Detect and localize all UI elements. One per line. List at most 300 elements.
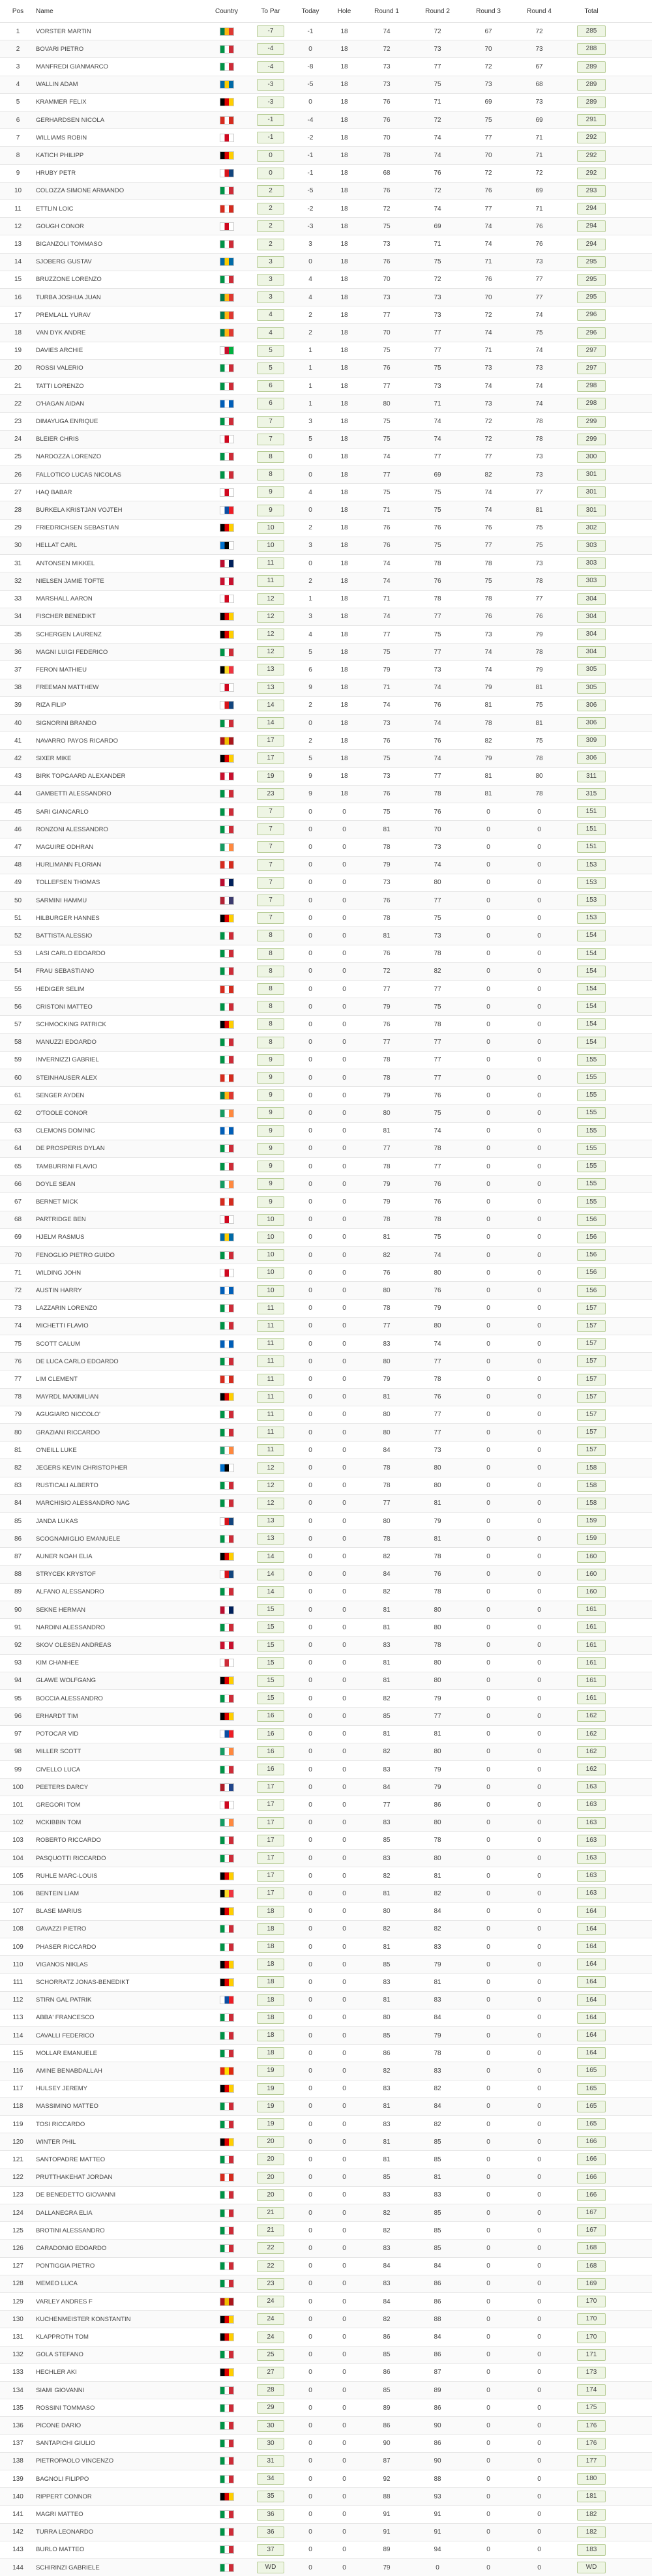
table-row[interactable] — [0, 1069, 652, 1086]
row-name[interactable]: HULSEY JEREMY — [36, 2085, 88, 2093]
row-name[interactable]: PEETERS DARCY — [36, 1783, 89, 1791]
row-name[interactable]: PREMLALL YURAV — [36, 311, 91, 319]
row-name[interactable]: GOLA STEFANO — [36, 2351, 83, 2359]
table-row[interactable] — [0, 57, 652, 75]
table-row[interactable] — [0, 200, 652, 217]
row-name[interactable]: SIXER MIKE — [36, 754, 72, 762]
row-name[interactable]: BURLO MATTEO — [36, 2546, 85, 2554]
row-name[interactable]: BIRK TOPGAARD ALEXANDER — [36, 773, 126, 780]
row-name[interactable]: SCHMOCKING PATRICK — [36, 1020, 106, 1028]
table-row[interactable] — [0, 1760, 652, 1778]
table-row[interactable] — [0, 377, 652, 394]
row-name[interactable]: O'NEILL LUKE — [36, 1446, 77, 1454]
row-name[interactable]: SEKNE HERMAN — [36, 1606, 86, 1614]
row-name[interactable]: BERNET MICK — [36, 1198, 78, 1206]
table-row[interactable] — [0, 2523, 652, 2541]
table-row[interactable] — [0, 1317, 652, 1335]
row-name[interactable]: SIAMI GIOVANNI — [36, 2386, 85, 2394]
table-row[interactable] — [0, 1264, 652, 1281]
row-name[interactable]: GAVAZZI PIETRO — [36, 1925, 87, 1933]
row-name[interactable]: O'TOOLE CONOR — [36, 1109, 88, 1117]
table-row[interactable] — [0, 1122, 652, 1140]
row-name[interactable]: PHASER RICCARDO — [36, 1943, 96, 1951]
row-name[interactable]: BROTINI ALESSANDRO — [36, 2227, 105, 2234]
row-name[interactable]: WILLIAMS ROBIN — [36, 134, 87, 141]
table-row[interactable] — [0, 625, 652, 643]
table-row[interactable] — [0, 874, 652, 891]
table-row[interactable] — [0, 1689, 652, 1707]
header-round2[interactable]: Round 2 — [425, 7, 450, 15]
table-row[interactable] — [0, 342, 652, 359]
row-name[interactable]: BATTISTA ALESSIO — [36, 932, 93, 940]
row-name[interactable]: GREGORI TOM — [36, 1801, 81, 1809]
header-pos[interactable]: Pos — [12, 7, 24, 15]
row-name[interactable]: SARMINI HAMMU — [36, 896, 87, 904]
row-name[interactable]: NAVARRO PAYOS RICARDO — [36, 737, 118, 745]
row-name[interactable]: HELLAT CARL — [36, 542, 78, 550]
row-name[interactable]: HECHLER AKI — [36, 2369, 77, 2376]
row-name[interactable]: ABBA' FRANCESCO — [36, 2014, 95, 2022]
table-row[interactable] — [0, 466, 652, 483]
table-row[interactable] — [0, 430, 652, 448]
table-row[interactable] — [0, 1458, 652, 1476]
table-row[interactable] — [0, 1920, 652, 1938]
row-name[interactable]: DE LUCA CARLO EDOARDO — [36, 1357, 119, 1365]
row-name[interactable]: JANDA LUKAS — [36, 1517, 78, 1525]
row-name[interactable]: MAGUIRE ODHRAN — [36, 843, 94, 851]
table-row[interactable] — [0, 1849, 652, 1867]
table-row[interactable] — [0, 803, 652, 820]
table-row[interactable] — [0, 2470, 652, 2487]
row-name[interactable]: FENOGLIO PIETRO GUIDO — [36, 1251, 115, 1259]
row-name[interactable]: GLAWE WOLFGANG — [36, 1677, 96, 1685]
table-row[interactable] — [0, 1352, 652, 1370]
table-row[interactable] — [0, 2133, 652, 2150]
row-name[interactable]: NARDINI ALESSANDRO — [36, 1623, 106, 1631]
table-row[interactable] — [0, 1299, 652, 1317]
table-row[interactable] — [0, 1902, 652, 1920]
table-row[interactable] — [0, 1743, 652, 1760]
row-name[interactable]: RIZA FILIP — [36, 702, 67, 709]
table-row[interactable] — [0, 1015, 652, 1033]
row-name[interactable]: AGUGIARO NICCOLO' — [36, 1411, 100, 1419]
row-name[interactable]: LASI CARLO EDOARDO — [36, 950, 106, 958]
table-row[interactable] — [0, 1973, 652, 1991]
table-row[interactable] — [0, 2150, 652, 2168]
table-row[interactable] — [0, 1157, 652, 1175]
table-row[interactable] — [0, 2416, 652, 2434]
table-row[interactable] — [0, 590, 652, 608]
table-row[interactable] — [0, 962, 652, 980]
row-name[interactable]: AUNER NOAH ELIA — [36, 1553, 93, 1561]
row-name[interactable]: VIGANOS NIKLAS — [36, 1961, 88, 1968]
table-row[interactable] — [0, 2239, 652, 2257]
row-name[interactable]: MAGRI MATTEO — [36, 2511, 83, 2519]
table-row[interactable] — [0, 2558, 652, 2576]
row-name[interactable]: MASSIMINO MATTEO — [36, 2103, 98, 2110]
row-name[interactable]: ERHARDT TIM — [36, 1712, 78, 1720]
row-name[interactable]: SJOBERG GUSTAV — [36, 258, 92, 266]
table-row[interactable] — [0, 76, 652, 93]
table-row[interactable] — [0, 1601, 652, 1618]
row-name[interactable]: AMINE BENABDALLAH — [36, 2067, 102, 2075]
row-name[interactable]: KRAMMER FELIX — [36, 98, 87, 106]
row-name[interactable]: HURLIMANN FLORIAN — [36, 861, 102, 869]
table-row[interactable] — [0, 2062, 652, 2079]
table-row[interactable] — [0, 2328, 652, 2345]
table-row[interactable] — [0, 714, 652, 732]
table-row[interactable] — [0, 537, 652, 554]
row-name[interactable]: TURBA JOSHUA JUAN — [36, 293, 101, 301]
row-name[interactable]: MAGNI LUIGI FEDERICO — [36, 648, 108, 656]
table-row[interactable] — [0, 2097, 652, 2115]
row-name[interactable]: STIRN GAL PATRIK — [36, 1996, 92, 2004]
header-round4[interactable]: Round 4 — [527, 7, 552, 15]
table-row[interactable] — [0, 253, 652, 271]
row-name[interactable]: RIPPERT CONNOR — [36, 2493, 92, 2500]
row-name[interactable]: PRUTTHAKEHAT JORDAN — [36, 2174, 113, 2182]
table-row[interactable] — [0, 1441, 652, 1458]
table-row[interactable] — [0, 2275, 652, 2292]
row-name[interactable]: CAVALLI FEDERICO — [36, 2032, 95, 2039]
row-name[interactable]: SCHORRATZ JONAS-BENEDIKT — [36, 1978, 130, 1986]
row-name[interactable]: STEINHAUSER ALEX — [36, 1074, 97, 1082]
table-row[interactable] — [0, 2541, 652, 2558]
table-row[interactable] — [0, 891, 652, 909]
table-row[interactable] — [0, 128, 652, 146]
table-row[interactable] — [0, 483, 652, 501]
table-row[interactable] — [0, 1991, 652, 2009]
row-name[interactable]: JEGERS KEVIN CHRISTOPHER — [36, 1464, 128, 1472]
table-row[interactable] — [0, 22, 652, 40]
row-name[interactable]: DE BENEDETTO GIOVANNI — [36, 2191, 116, 2199]
table-row[interactable] — [0, 1565, 652, 1583]
table-row[interactable] — [0, 1778, 652, 1796]
table-row[interactable] — [0, 1104, 652, 1121]
table-row[interactable] — [0, 2381, 652, 2399]
row-name[interactable]: SARI GIANCARLO — [36, 808, 89, 816]
row-name[interactable]: BENTEIN LIAM — [36, 1889, 79, 1897]
row-name[interactable]: HAQ BABAR — [36, 488, 72, 496]
table-row[interactable] — [0, 608, 652, 625]
table-row[interactable] — [0, 217, 652, 235]
table-row[interactable] — [0, 785, 652, 803]
header-total[interactable]: Total — [584, 7, 599, 15]
row-name[interactable]: BOCCIA ALESSANDRO — [36, 1695, 103, 1702]
table-row[interactable] — [0, 572, 652, 589]
row-name[interactable]: WALLIN ADAM — [36, 81, 78, 89]
row-name[interactable]: MCKIBBIN TOM — [36, 1819, 82, 1827]
table-row[interactable] — [0, 945, 652, 962]
row-name[interactable]: CARADONIO EDOARDO — [36, 2244, 107, 2252]
header-round1[interactable]: Round 1 — [374, 7, 399, 15]
row-name[interactable]: RUSTICALI ALBERTO — [36, 1482, 98, 1490]
table-row[interactable] — [0, 2505, 652, 2523]
row-name[interactable]: TOLLEFSEN THOMAS — [36, 879, 100, 887]
table-row[interactable] — [0, 1530, 652, 1547]
header-hole[interactable]: Hole — [337, 7, 351, 15]
table-row[interactable] — [0, 1583, 652, 1601]
table-row[interactable] — [0, 1335, 652, 1352]
table-row[interactable] — [0, 146, 652, 164]
row-name[interactable]: WILDING JOHN — [36, 1269, 82, 1277]
row-name[interactable]: ANTONSEN MIKKEL — [36, 559, 95, 567]
table-row[interactable] — [0, 1406, 652, 1423]
table-row[interactable] — [0, 182, 652, 200]
table-row[interactable] — [0, 1370, 652, 1387]
table-row[interactable] — [0, 1211, 652, 1228]
row-name[interactable]: NIELSEN JAMIE TOFTE — [36, 577, 104, 585]
row-name[interactable]: CRISTONI MATTEO — [36, 1003, 93, 1011]
row-name[interactable]: FISCHER BENEDIKT — [36, 613, 96, 621]
table-row[interactable] — [0, 1086, 652, 1104]
row-name[interactable]: O'HAGAN AIDAN — [36, 400, 85, 407]
row-name[interactable]: AUSTIN HARRY — [36, 1287, 82, 1295]
row-name[interactable]: BRUZZONE LORENZO — [36, 276, 102, 284]
row-name[interactable]: HRUBY PETR — [36, 170, 76, 177]
table-row[interactable] — [0, 998, 652, 1015]
table-row[interactable] — [0, 1867, 652, 1884]
row-name[interactable]: WINTER PHIL — [36, 2138, 76, 2146]
row-name[interactable]: MARSHALL AARON — [36, 595, 93, 603]
table-row[interactable] — [0, 696, 652, 714]
row-name[interactable]: PIETROPAOLO VINCENZO — [36, 2457, 114, 2465]
table-row[interactable] — [0, 1051, 652, 1069]
table-row[interactable] — [0, 1884, 652, 1902]
row-name[interactable]: CLEMONS DOMINIC — [36, 1127, 95, 1135]
table-row[interactable] — [0, 1192, 652, 1210]
table-row[interactable] — [0, 2257, 652, 2275]
table-row[interactable] — [0, 323, 652, 341]
row-name[interactable]: POTOCAR VID — [36, 1730, 79, 1738]
row-name[interactable]: FERON MATHIEU — [36, 666, 87, 674]
table-row[interactable] — [0, 2115, 652, 2133]
header-name[interactable]: Name — [36, 7, 53, 15]
table-row[interactable] — [0, 749, 652, 767]
table-row[interactable] — [0, 1938, 652, 1955]
row-name[interactable]: FRAU SEBASTIANO — [36, 968, 95, 975]
row-name[interactable]: GERHARDSEN NICOLA — [36, 116, 105, 124]
row-name[interactable]: STRYCEK KRYSTOF — [36, 1571, 96, 1578]
table-row[interactable] — [0, 1140, 652, 1157]
row-name[interactable]: BIGANZOLI TOMMASO — [36, 241, 103, 248]
table-row[interactable] — [0, 1512, 652, 1530]
row-name[interactable]: SANTAPICHI GIULIO — [36, 2440, 96, 2448]
row-name[interactable]: VAN DYK ANDRE — [36, 329, 86, 337]
table-row[interactable] — [0, 660, 652, 678]
table-row[interactable] — [0, 519, 652, 537]
row-name[interactable]: KUCHENMEISTER KONSTANTIN — [36, 2315, 131, 2323]
table-row[interactable] — [0, 2044, 652, 2062]
table-row[interactable] — [0, 820, 652, 838]
row-name[interactable]: COLOZZA SIMONE ARMANDO — [36, 187, 125, 195]
row-name[interactable]: SIGNORINI BRANDO — [36, 719, 96, 727]
table-row[interactable] — [0, 164, 652, 182]
table-row[interactable] — [0, 679, 652, 696]
table-row[interactable] — [0, 2452, 652, 2470]
row-name[interactable]: HJELM RASMUS — [36, 1234, 85, 1241]
row-name[interactable]: SCHIRINZI GABRIELE — [36, 2564, 100, 2571]
table-row[interactable] — [0, 1618, 652, 1636]
table-row[interactable] — [0, 1228, 652, 1246]
table-row[interactable] — [0, 1654, 652, 1672]
table-row[interactable] — [0, 2346, 652, 2363]
table-row[interactable] — [0, 1477, 652, 1494]
row-name[interactable]: DALLANEGRA ELIA — [36, 2209, 93, 2217]
table-row[interactable] — [0, 2292, 652, 2310]
row-name[interactable]: ROBERTO RICCARDO — [36, 1837, 101, 1844]
row-name[interactable]: BLASE MARIUS — [36, 1908, 82, 1916]
table-row[interactable] — [0, 2169, 652, 2186]
table-row[interactable] — [0, 288, 652, 306]
row-name[interactable]: MANUZZI EDOARDO — [36, 1039, 96, 1046]
table-row[interactable] — [0, 926, 652, 944]
row-name[interactable]: DIMAYUGA ENRIQUE — [36, 418, 98, 426]
table-row[interactable] — [0, 767, 652, 785]
table-row[interactable] — [0, 1281, 652, 1299]
table-row[interactable] — [0, 1796, 652, 1813]
table-row[interactable] — [0, 412, 652, 430]
row-name[interactable]: SKOV OLESEN ANDREAS — [36, 1642, 111, 1650]
row-name[interactable]: RONZONI ALESSANDRO — [36, 825, 108, 833]
row-name[interactable]: BOVARI PIETRO — [36, 45, 84, 53]
row-name[interactable]: TATTI LORENZO — [36, 382, 84, 390]
table-row[interactable] — [0, 1707, 652, 1725]
header-country[interactable]: Country — [215, 7, 238, 15]
table-row[interactable] — [0, 1175, 652, 1192]
table-row[interactable] — [0, 1246, 652, 1264]
table-row[interactable] — [0, 2080, 652, 2097]
table-row[interactable] — [0, 271, 652, 288]
table-row[interactable] — [0, 111, 652, 128]
table-row[interactable] — [0, 501, 652, 518]
row-name[interactable]: RUHLE MARC-LOUIS — [36, 1872, 98, 1880]
row-name[interactable]: GOUGH CONOR — [36, 222, 84, 230]
row-name[interactable]: VARLEY ANDRES F — [36, 2298, 93, 2305]
table-row[interactable] — [0, 1725, 652, 1743]
row-name[interactable]: CIVELLO LUCA — [36, 1766, 81, 1773]
row-name[interactable]: ROSSI VALERIO — [36, 364, 83, 372]
row-name[interactable]: FALLOTICO LUCAS NICOLAS — [36, 471, 121, 479]
row-name[interactable]: PONTIGGIA PIETRO — [36, 2262, 95, 2270]
table-row[interactable] — [0, 93, 652, 111]
row-name[interactable]: MOLLAR EMANUELE — [36, 2049, 97, 2057]
row-name[interactable]: HEDIGER SELIM — [36, 985, 85, 993]
row-name[interactable]: PARTRIDGE BEN — [36, 1216, 86, 1224]
row-name[interactable]: LIM CLEMENT — [36, 1376, 78, 1384]
table-row[interactable] — [0, 1423, 652, 1441]
table-row[interactable] — [0, 856, 652, 874]
row-name[interactable]: ALFANO ALESSANDRO — [36, 1588, 104, 1596]
table-row[interactable] — [0, 1814, 652, 1831]
row-name[interactable]: MARCHISIO ALESSANDRO NAG — [36, 1500, 130, 1507]
table-row[interactable] — [0, 235, 652, 252]
row-name[interactable]: GRAZIANI RICCARDO — [36, 1429, 100, 1436]
table-row[interactable] — [0, 909, 652, 926]
table-row[interactable] — [0, 2435, 652, 2452]
row-name[interactable]: SENGER AYDEN — [36, 1091, 85, 1099]
table-row[interactable] — [0, 1388, 652, 1406]
table-row[interactable] — [0, 2487, 652, 2505]
header-today[interactable]: Today — [301, 7, 319, 15]
row-name[interactable]: SANTOPADRE MATTEO — [36, 2155, 106, 2163]
table-row[interactable] — [0, 359, 652, 377]
row-name[interactable]: PICONE DARIO — [36, 2422, 82, 2430]
row-name[interactable]: SCOTT CALUM — [36, 1340, 80, 1348]
row-name[interactable]: KIM CHANHEE — [36, 1659, 79, 1667]
table-row[interactable] — [0, 732, 652, 749]
row-name[interactable]: TAMBURRINI FLAVIO — [36, 1162, 98, 1170]
row-name[interactable]: BAGNOLI FILIPPO — [36, 2475, 89, 2483]
row-name[interactable]: FRIEDRICHSEN SEBASTIAN — [36, 524, 119, 532]
table-row[interactable] — [0, 643, 652, 660]
table-row[interactable] — [0, 2310, 652, 2328]
table-row[interactable] — [0, 1831, 652, 1849]
table-row[interactable] — [0, 306, 652, 323]
row-name[interactable]: KLAPPROTH TOM — [36, 2333, 89, 2341]
table-row[interactable] — [0, 554, 652, 572]
row-name[interactable]: BURKELA KRISTJAN VOJTEH — [36, 507, 123, 514]
table-row[interactable] — [0, 394, 652, 412]
row-name[interactable]: MICHETTI FLAVIO — [36, 1322, 89, 1330]
header-round3[interactable]: Round 3 — [476, 7, 501, 15]
row-name[interactable]: NARDOZZA LORENZO — [36, 453, 102, 461]
row-name[interactable]: MILLER SCOTT — [36, 1748, 82, 1756]
header-topar[interactable]: To Par — [261, 7, 280, 15]
row-name[interactable]: KATICH PHILIPP — [36, 152, 84, 160]
table-row[interactable] — [0, 2009, 652, 2026]
table-row[interactable] — [0, 2221, 652, 2239]
row-name[interactable]: GAMBETTI ALESSANDRO — [36, 790, 111, 798]
row-name[interactable]: HILBURGER HANNES — [36, 914, 100, 922]
table-row[interactable] — [0, 838, 652, 855]
row-name[interactable]: ROSSINI TOMMASO — [36, 2404, 95, 2412]
table-row[interactable] — [0, 1494, 652, 1512]
table-row[interactable] — [0, 40, 652, 57]
row-name[interactable]: MANFREDI GIANMARCO — [36, 63, 108, 70]
table-row[interactable] — [0, 1636, 652, 1653]
row-name[interactable]: ETTLIN LOIC — [36, 205, 74, 213]
row-name[interactable]: PASQUOTTI RICCARDO — [36, 1854, 106, 1862]
row-name[interactable]: TOSI RICCARDO — [36, 2120, 85, 2128]
table-row[interactable] — [0, 1547, 652, 1565]
table-row[interactable] — [0, 1955, 652, 1973]
table-row[interactable] — [0, 2363, 652, 2381]
row-name[interactable]: MAYRDL MAXIMILIAN — [36, 1393, 99, 1401]
table-row[interactable] — [0, 1033, 652, 1051]
table-row[interactable] — [0, 2186, 652, 2204]
row-name[interactable]: MEMEO LUCA — [36, 2280, 78, 2288]
table-row[interactable] — [0, 1672, 652, 1689]
row-name[interactable]: SCOGNAMIGLIO EMANUELE — [36, 1535, 121, 1543]
row-name[interactable]: BLEIER CHRIS — [36, 436, 79, 443]
row-name[interactable]: SCHERGEN LAURENZ — [36, 630, 102, 638]
row-name[interactable]: DAVIES ARCHIE — [36, 347, 83, 355]
table-row[interactable] — [0, 2204, 652, 2221]
row-name[interactable]: FREEMAN MATTHEW — [36, 684, 99, 692]
table-row[interactable] — [0, 980, 652, 998]
row-name[interactable]: INVERNIZZI GABRIEL — [36, 1056, 99, 1064]
table-row[interactable] — [0, 448, 652, 466]
row-name[interactable]: LAZZARIN LORENZO — [36, 1305, 98, 1312]
row-name[interactable]: DE PROSPERIS DYLAN — [36, 1145, 105, 1153]
row-total: 299 — [577, 416, 606, 428]
table-row[interactable] — [0, 2026, 652, 2044]
row-name[interactable]: TURRA LEONARDO — [36, 2528, 94, 2536]
row-name[interactable]: VORSTER MARTIN — [36, 27, 91, 35]
row-name[interactable]: DOYLE SEAN — [36, 1180, 76, 1188]
table-row[interactable] — [0, 2399, 652, 2416]
